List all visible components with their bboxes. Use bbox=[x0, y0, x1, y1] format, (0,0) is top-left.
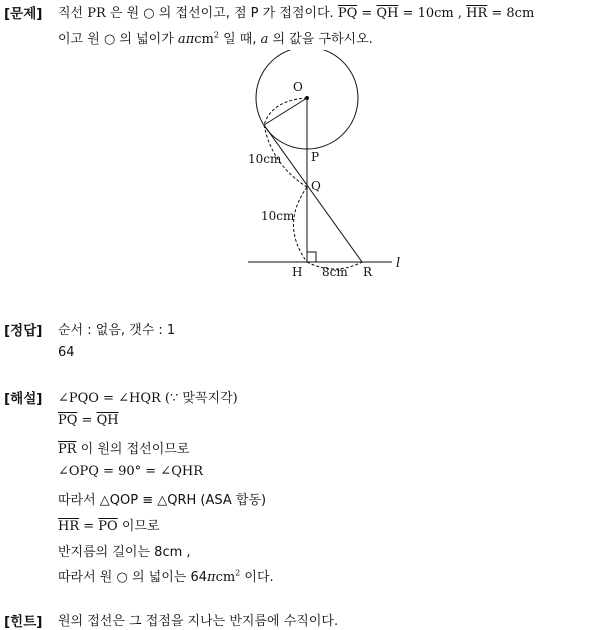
explanation-line-7: 반지름의 길이는 8cm , bbox=[58, 545, 191, 560]
hint-text: 원의 접선은 그 접점을 지나는 반지름에 수직이다. bbox=[58, 614, 339, 629]
label-10cm-1: 10cm bbox=[248, 152, 282, 166]
explanation-line-2: $\overline{PQ} = \overline{QH}$ bbox=[58, 413, 119, 428]
label-10cm-2: 10cm bbox=[261, 209, 295, 223]
label-p: P bbox=[311, 150, 320, 164]
label-q: Q bbox=[311, 179, 321, 193]
explanation-line-1: ∠PQO = ∠HQR (∵ 맞꼭지각) bbox=[58, 391, 238, 406]
label-o: O bbox=[293, 80, 303, 94]
explanation-line-6: $\overline{HR} = \overline{PO}$ 이므로 bbox=[58, 519, 160, 534]
point-o bbox=[305, 96, 309, 100]
explanation-tag: [해설] bbox=[4, 391, 43, 407]
dashed-arc-qh bbox=[294, 187, 308, 262]
answer-tag: [정답] bbox=[4, 323, 43, 339]
problem-tag: [문제] bbox=[4, 6, 43, 22]
problem-line-2: 이고 원 ○ 의 넓이가 aπcm$^2$ 일 때, a 의 값을 구하시오. bbox=[58, 30, 373, 47]
geometry-diagram bbox=[240, 50, 420, 285]
label-h: H bbox=[292, 265, 303, 279]
hint-tag: [힌트] bbox=[4, 614, 43, 630]
problem-line-1: 직선 PR 은 원 ○ 의 접선이고, 점 P 가 접점이다. $\overline{PQ} = \overline{QH} = 10cm$ , $\overline{HR} = 8cm$ bbox=[58, 6, 535, 21]
explanation-line-8: 따라서 원 ○ 의 넓이는 64πcm$^2$ 이다. bbox=[58, 568, 274, 585]
explanation-line-4: ∠OPQ = 90° = ∠QHR bbox=[58, 464, 203, 479]
segment-pr bbox=[264, 125, 362, 262]
explanation-line-5: 따라서 △QOP ≡ △QRH (ASA 합동) bbox=[58, 493, 267, 508]
label-r: R bbox=[363, 265, 373, 279]
answer-line-1: 순서 : 없음, 갯수 : 1 bbox=[58, 323, 176, 338]
explanation-line-3: $\overline{PR}$ 이 원의 접선이므로 bbox=[58, 442, 190, 457]
label-8cm: 8cm bbox=[322, 265, 348, 279]
answer-line-2: 64 bbox=[58, 345, 75, 360]
right-angle-mark bbox=[307, 252, 316, 262]
label-l: l bbox=[396, 256, 401, 271]
